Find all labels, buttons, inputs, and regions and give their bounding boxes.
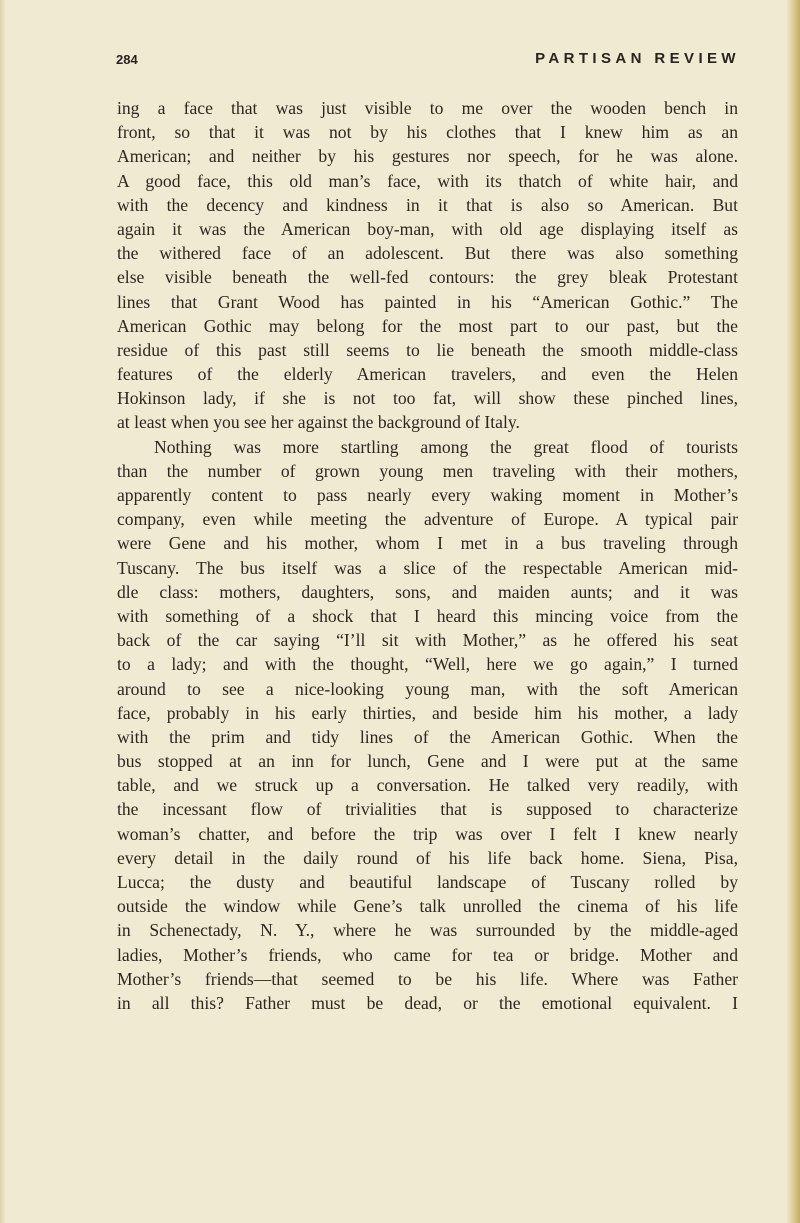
text-line: apparently content to pass nearly every waking moment in Mother’s	[117, 485, 738, 505]
text-line: with something of a shock that I heard this mincing voice from the	[117, 605, 738, 626]
text-line: Hokinson lady, if she is not too fat, will show these pinched lines,	[117, 388, 738, 409]
text-line: American Gothic may belong for the most part to our past, but the	[117, 315, 738, 336]
journal-title: PARTISAN REVIEW	[535, 50, 740, 67]
text-line: in Schenectady, N. Y., where he was surrounded by the middle-aged	[117, 920, 738, 941]
page-right-edge	[786, 0, 800, 1223]
text-line: Mother’s friends—that seemed to be his life. Where was Father	[117, 968, 738, 989]
text-line: with the prim and tidy lines of the American Gothic. When the	[117, 726, 738, 747]
text-line: bus stopped at an inn for lunch, Gene and I were put at the same	[117, 751, 738, 772]
text-line: Tuscany. The bus itself was a slice of the respectable American mid-	[117, 557, 738, 578]
body-text	[117, 96, 738, 1015]
paragraph-first-line: Nothing was more startling among the great flood of tourists	[154, 436, 738, 457]
text-line: residue of this past still seems to lie beneath the smooth middle-class	[117, 339, 738, 360]
text-line: than the number of grown young men traveling with their mothers,	[117, 460, 738, 481]
running-head	[110, 50, 740, 74]
text-line: with the decency and kindness in it that is also so American. But	[117, 194, 738, 215]
text-line: American; and neither by his gestures nor speech, for he was alone.	[117, 146, 738, 167]
text-line: ladies, Mother’s friends, who came for tea or bridge. Mother and	[117, 944, 738, 965]
text-line: were Gene and his mother, whom I met in a bus traveling through	[117, 533, 738, 554]
text-line: A good face, this old man’s face, with its thatch of white hair, and	[117, 170, 738, 191]
text-line: lines that Grant Wood has painted in his “American Gothic.” The	[117, 291, 738, 312]
text-line: woman’s chatter, and before the trip was over I felt I knew nearly	[117, 823, 738, 844]
text-line: around to see a nice-looking young man, with the soft American	[117, 678, 738, 699]
text-line: dle class: mothers, daughters, sons, and maiden aunts; and it was	[117, 581, 738, 602]
text-line: every detail in the daily round of his life back home. Siena, Pisa,	[117, 847, 738, 868]
text-line: company, even while meeting the adventure of Europe. A typical pair	[117, 509, 738, 530]
paragraph-last-line: at least when you see her against the background of Italy.	[117, 412, 520, 433]
text-line: back of the car saying “I’ll sit with Mother,” as he offered his seat	[117, 630, 738, 651]
text-line: features of the elderly American travelers, and even the Helen	[117, 364, 738, 385]
text-line: to a lady; and with the thought, “Well, here we go again,” I turned	[117, 654, 738, 675]
page-left-edge	[0, 0, 6, 1223]
text-line: ing a face that was just visible to me over the wooden bench in	[117, 98, 738, 118]
page-number: 284	[116, 52, 138, 67]
text-line: else visible beneath the well-fed contours: the grey bleak Protestant	[117, 267, 738, 288]
text-line: the incessant flow of trivialities that is supposed to characterize	[117, 799, 738, 820]
text-line: outside the window while Gene’s talk unrolled the cinema of his life	[117, 896, 738, 917]
text-line: the withered face of an adolescent. But there was also something	[117, 243, 738, 264]
text-line: table, and we struck up a conversation. He talked very readily, with	[117, 775, 738, 796]
text-line: in all this? Father must be dead, or the emotional equivalent. I	[117, 992, 738, 1013]
text-line: front, so that it was not by his clothes that I knew him as an	[117, 122, 738, 143]
text-line: face, probably in his early thirties, and beside him his mother, a lady	[117, 702, 738, 723]
text-line: again it was the American boy-man, with old age displaying itself as	[117, 218, 738, 239]
text-line: Lucca; the dusty and beautiful landscape of Tuscany rolled by	[117, 872, 738, 892]
